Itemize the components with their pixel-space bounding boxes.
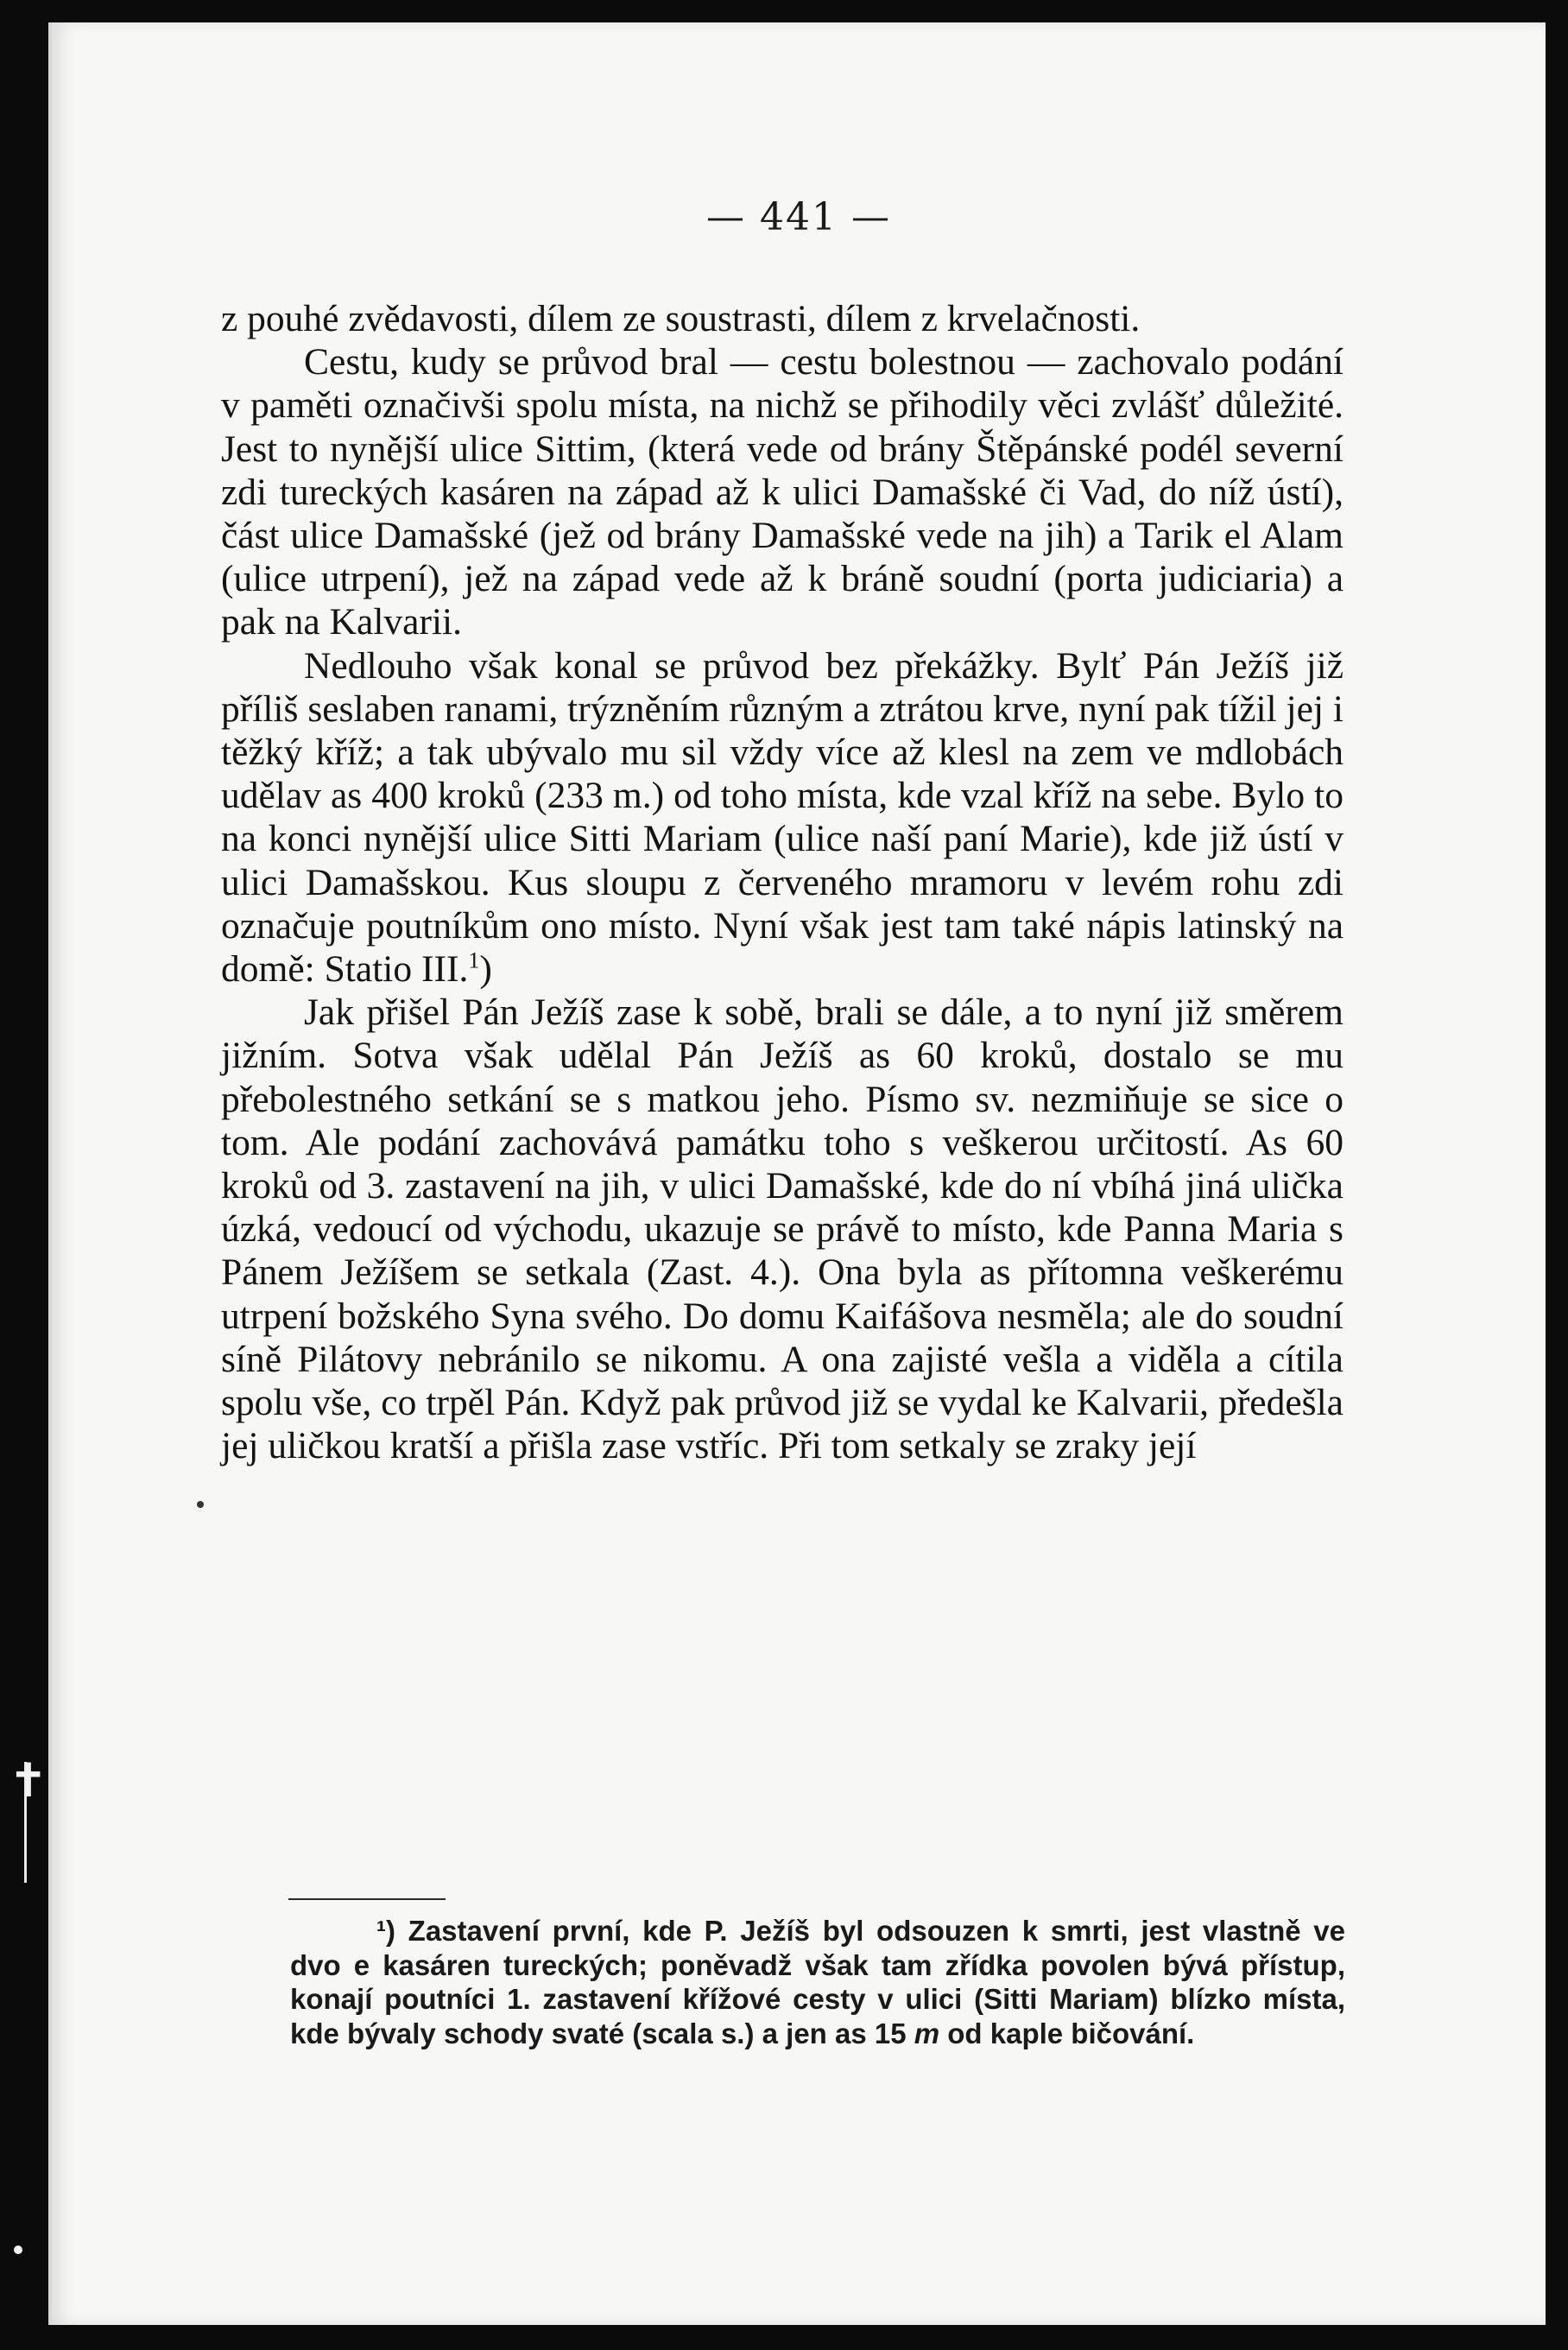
page-number: — 441 — [706, 195, 891, 239]
book-page [48, 22, 1546, 2325]
footnote-tail: od kaple bičování. [947, 2017, 1195, 2049]
margin-dot-icon [14, 2245, 22, 2254]
footnote-reference-close: ) [479, 948, 492, 991]
footnote [290, 1914, 1345, 2050]
footnote-reference: 1 [468, 947, 480, 973]
footnote-divider [288, 1898, 446, 1900]
paragraph-3-text: Nedlouho však konal se průvod bez překážky. Bylť Pán Ježíš již příliš seslaben ranami, trýzněním různým a ztrátou krve, nyní pak tížil jej i těžký kříž; a tak ubývalo mu sil vždy více až klesl na zem ve mdlobách udělav as 400 kroků (233 m.) od toho místa, kde vzal kříž na sebe. Bylo to na konci nynější ulice Sitti Mariam (ulice naší paní Marie), kde již ústí v ulici Damašskou. Kus sloupu z červeného mramoru v levém rohu zdi označuje poutníkům ono místo. Nyní však jest tam také nápis latinský na domě: Statio III. [221, 644, 1344, 991]
footnote-marker: ¹) [376, 1915, 395, 1947]
footnote-unit: m [914, 2017, 940, 2049]
page-speck-icon [197, 1501, 204, 1508]
margin-cross-icon: ✝ [9, 1753, 48, 1808]
paragraph-4: Jak přišel Pán Ježíš zase k sobě, brali se dále, a to nyní již směrem jižním. Sotva však udělal Pán Ježíš as 60 kroků, dostalo se mu přebolestného setkání se s matkou jeho. Písmo sv. nezmiňuje se sice o tom. Ale podání zachovává památku toho s veškerou určitostí. As 60 kroků od 3. zastavení na jih, v ulici Damašské, kde do ní vbíhá jiná ulička úzká, vedoucí od východu, ukazuje se právě to místo, kde Panna Maria s Pánem Ježíšem se setkala (Zast. 4.). Ona byla as přítomna veškerému utrpení božského Syna svého. Do domu Kaifášova nesměla; ale do soudní síně Pilátovy nebránilo se nikomu. A ona zajisté vešla a viděla a cítila spolu vše, co trpěl Pán. Když pak průvod již se vydal ke Kalvarii, předešla jej uličkou kratší a přišla zase vstříc. Při tom setkaly se zraky její [221, 991, 1344, 1467]
paragraph-2: Cestu, kudy se průvod bral — cestu bolestnou — zachovalo podání v paměti označivši spolu místa, na nichž se přihodily věci zvlášť důležité. Jest to nynější ulice Sittim, (která vede od brány Štěpánské podél severní zdi tureckých kasáren na západ až k ulici Damašské či Vad, do níž ústí), část ulice Damašské (jež od brány Damašské vede na jih) a Tarik el Alam (ulice utrpení), jež na západ vede až k bráně soudní (porta judiciaria) a pak na Kalvarii. [221, 341, 1344, 643]
footnote-paragraph [290, 1914, 1345, 2050]
body-text [221, 297, 1344, 1467]
paragraph-1: z pouhé zvědavosti, dílem ze soustrasti, dílem z krvelačnosti. [221, 298, 1141, 339]
footnote-text: Zastavení první, kde P. Ježíš byl odsouzen k smrti, jest vlastně ve dvo e kasáren tureckých; poněvadž však tam zřídka povolen bývá přístup, konají poutníci 1. zastavení křížové cesty v ulici (Sitti Mariam) blízko místa, kde bývaly schody svaté (scala s.) a jen as 15 [290, 1915, 1345, 2049]
paragraph-3 [221, 644, 1344, 991]
